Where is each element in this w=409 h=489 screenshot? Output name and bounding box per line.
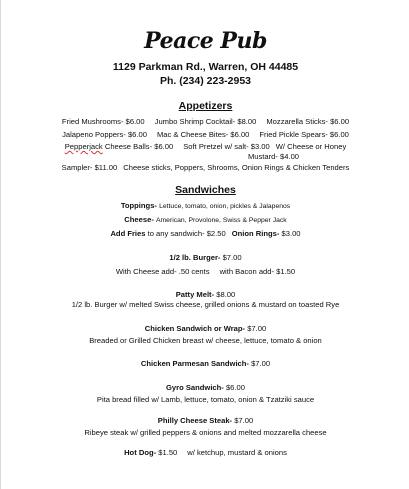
pub-phone: Ph. (234) 223-2953 (159, 75, 252, 87)
appetizer-row-2 (1, 130, 409, 140)
sampler-label: Sampler- $11.00 (61, 163, 118, 172)
appetizer-item: Jumbo Shrimp Cocktail- $8.00 (154, 117, 257, 126)
burger-options (1, 267, 409, 277)
patty-melt-description: 1/2 lb. Burger w/ melted Swiss cheese, grilled onions & mustard on toasted Rye (71, 300, 340, 309)
add-fries-label: Add Fries (110, 229, 146, 238)
philly-name: Philly Cheese Steak- (157, 416, 233, 425)
gyro-description: Pita bread filled w/ Lamb, lettuce, tomato, onion & Tzatziki sauce (96, 395, 315, 404)
toppings-line (1, 201, 409, 212)
add-ons-line (1, 229, 409, 239)
gyro-line (1, 383, 409, 393)
chicken-parm-line (1, 359, 409, 369)
hot-dog-price: $1.50 (158, 448, 178, 457)
chicken-price: $7.00 (247, 324, 267, 333)
appetizer-item: Fried Mushrooms- $6.00 (61, 117, 145, 126)
cheese-list: American, Provolone, Swiss & Pepper Jack (155, 217, 287, 224)
appetizer-row-1 (1, 117, 409, 127)
add-fries-price: to any sandwich- $2.50 (147, 229, 226, 238)
pub-title: Peace Pub (144, 28, 267, 54)
gyro-price: $6.00 (225, 383, 245, 392)
appetizer-item: Jalapeno Poppers- $6.00 (62, 130, 147, 139)
appetizer-item: Cheese Balls- $6.00 (102, 142, 174, 151)
burger-price: $7.00 (222, 253, 242, 262)
patty-melt-name: Patty Melt- (175, 290, 215, 299)
appetizer-item: Soft Pretzel w/ salt- $3.00 (183, 142, 270, 151)
cheese-line (1, 215, 409, 226)
pub-address: 1129 Parkman Rd., Warren, OH 44485 (112, 61, 299, 73)
onion-rings-label: Onion Rings- (231, 229, 280, 238)
burger-bacon-option: with Bacon add- $1.50 (219, 267, 296, 276)
gyro-name: Gyro Sandwich- (166, 383, 224, 392)
toppings-label: Toppings- (120, 201, 157, 210)
hot-dog-line (1, 448, 409, 458)
appetizer-item: Mozzarella Sticks- $6.00 (266, 117, 350, 126)
chicken-parm-price: $7.00 (251, 359, 271, 368)
philly-line (1, 416, 409, 426)
philly-price: $7.00 (234, 416, 254, 425)
toppings-list: Lettuce, tomato, onion, pickles & Jalapenos (159, 203, 291, 210)
hot-dog-description: w/ ketchup, mustard & onions (187, 448, 287, 457)
spellcheck-word: Pepperjack (64, 142, 103, 151)
burger-line (1, 253, 409, 263)
patty-melt-price: $8.00 (216, 290, 236, 299)
sampler-description: Cheese sticks, Poppers, Shrooms, Onion Rings & Chicken Tenders (123, 163, 350, 172)
patty-melt-line (1, 290, 409, 300)
chicken-description: Breaded or Grilled Chicken breast w/ cheese, lettuce, tomato & onion (89, 336, 322, 345)
appetizer-row-3 (1, 142, 409, 152)
chicken-line (1, 324, 409, 334)
hot-dog-name: Hot Dog- (124, 448, 157, 457)
chicken-parm-name: Chicken Parmesan Sandwich- (140, 359, 249, 368)
appetizer-item: W/ Cheese or Honey (275, 142, 347, 151)
chicken-name: Chicken Sandwich or Wrap- (144, 324, 246, 333)
appetizer-row-3-continued: Mustard- $4.00 (247, 152, 300, 161)
appetizer-item: Mac & Cheese Bites- $6.00 (156, 130, 250, 139)
appetizer-sampler (1, 163, 409, 173)
burger-cheese-option: With Cheese add- .50 cents (115, 267, 210, 276)
sandwiches-heading: Sandwiches (175, 184, 236, 196)
burger-name: 1/2 lb. Burger- (169, 253, 221, 262)
onion-rings-price: $3.00 (281, 229, 301, 238)
appetizer-item: Fried Pickle Spears- $6.00 (259, 130, 349, 139)
appetizers-heading: Appetizers (178, 100, 233, 112)
cheese-label: Cheese- (124, 215, 154, 224)
philly-description: Ribeye steak w/ grilled peppers & onions and melted mozzarella cheese (84, 428, 327, 437)
